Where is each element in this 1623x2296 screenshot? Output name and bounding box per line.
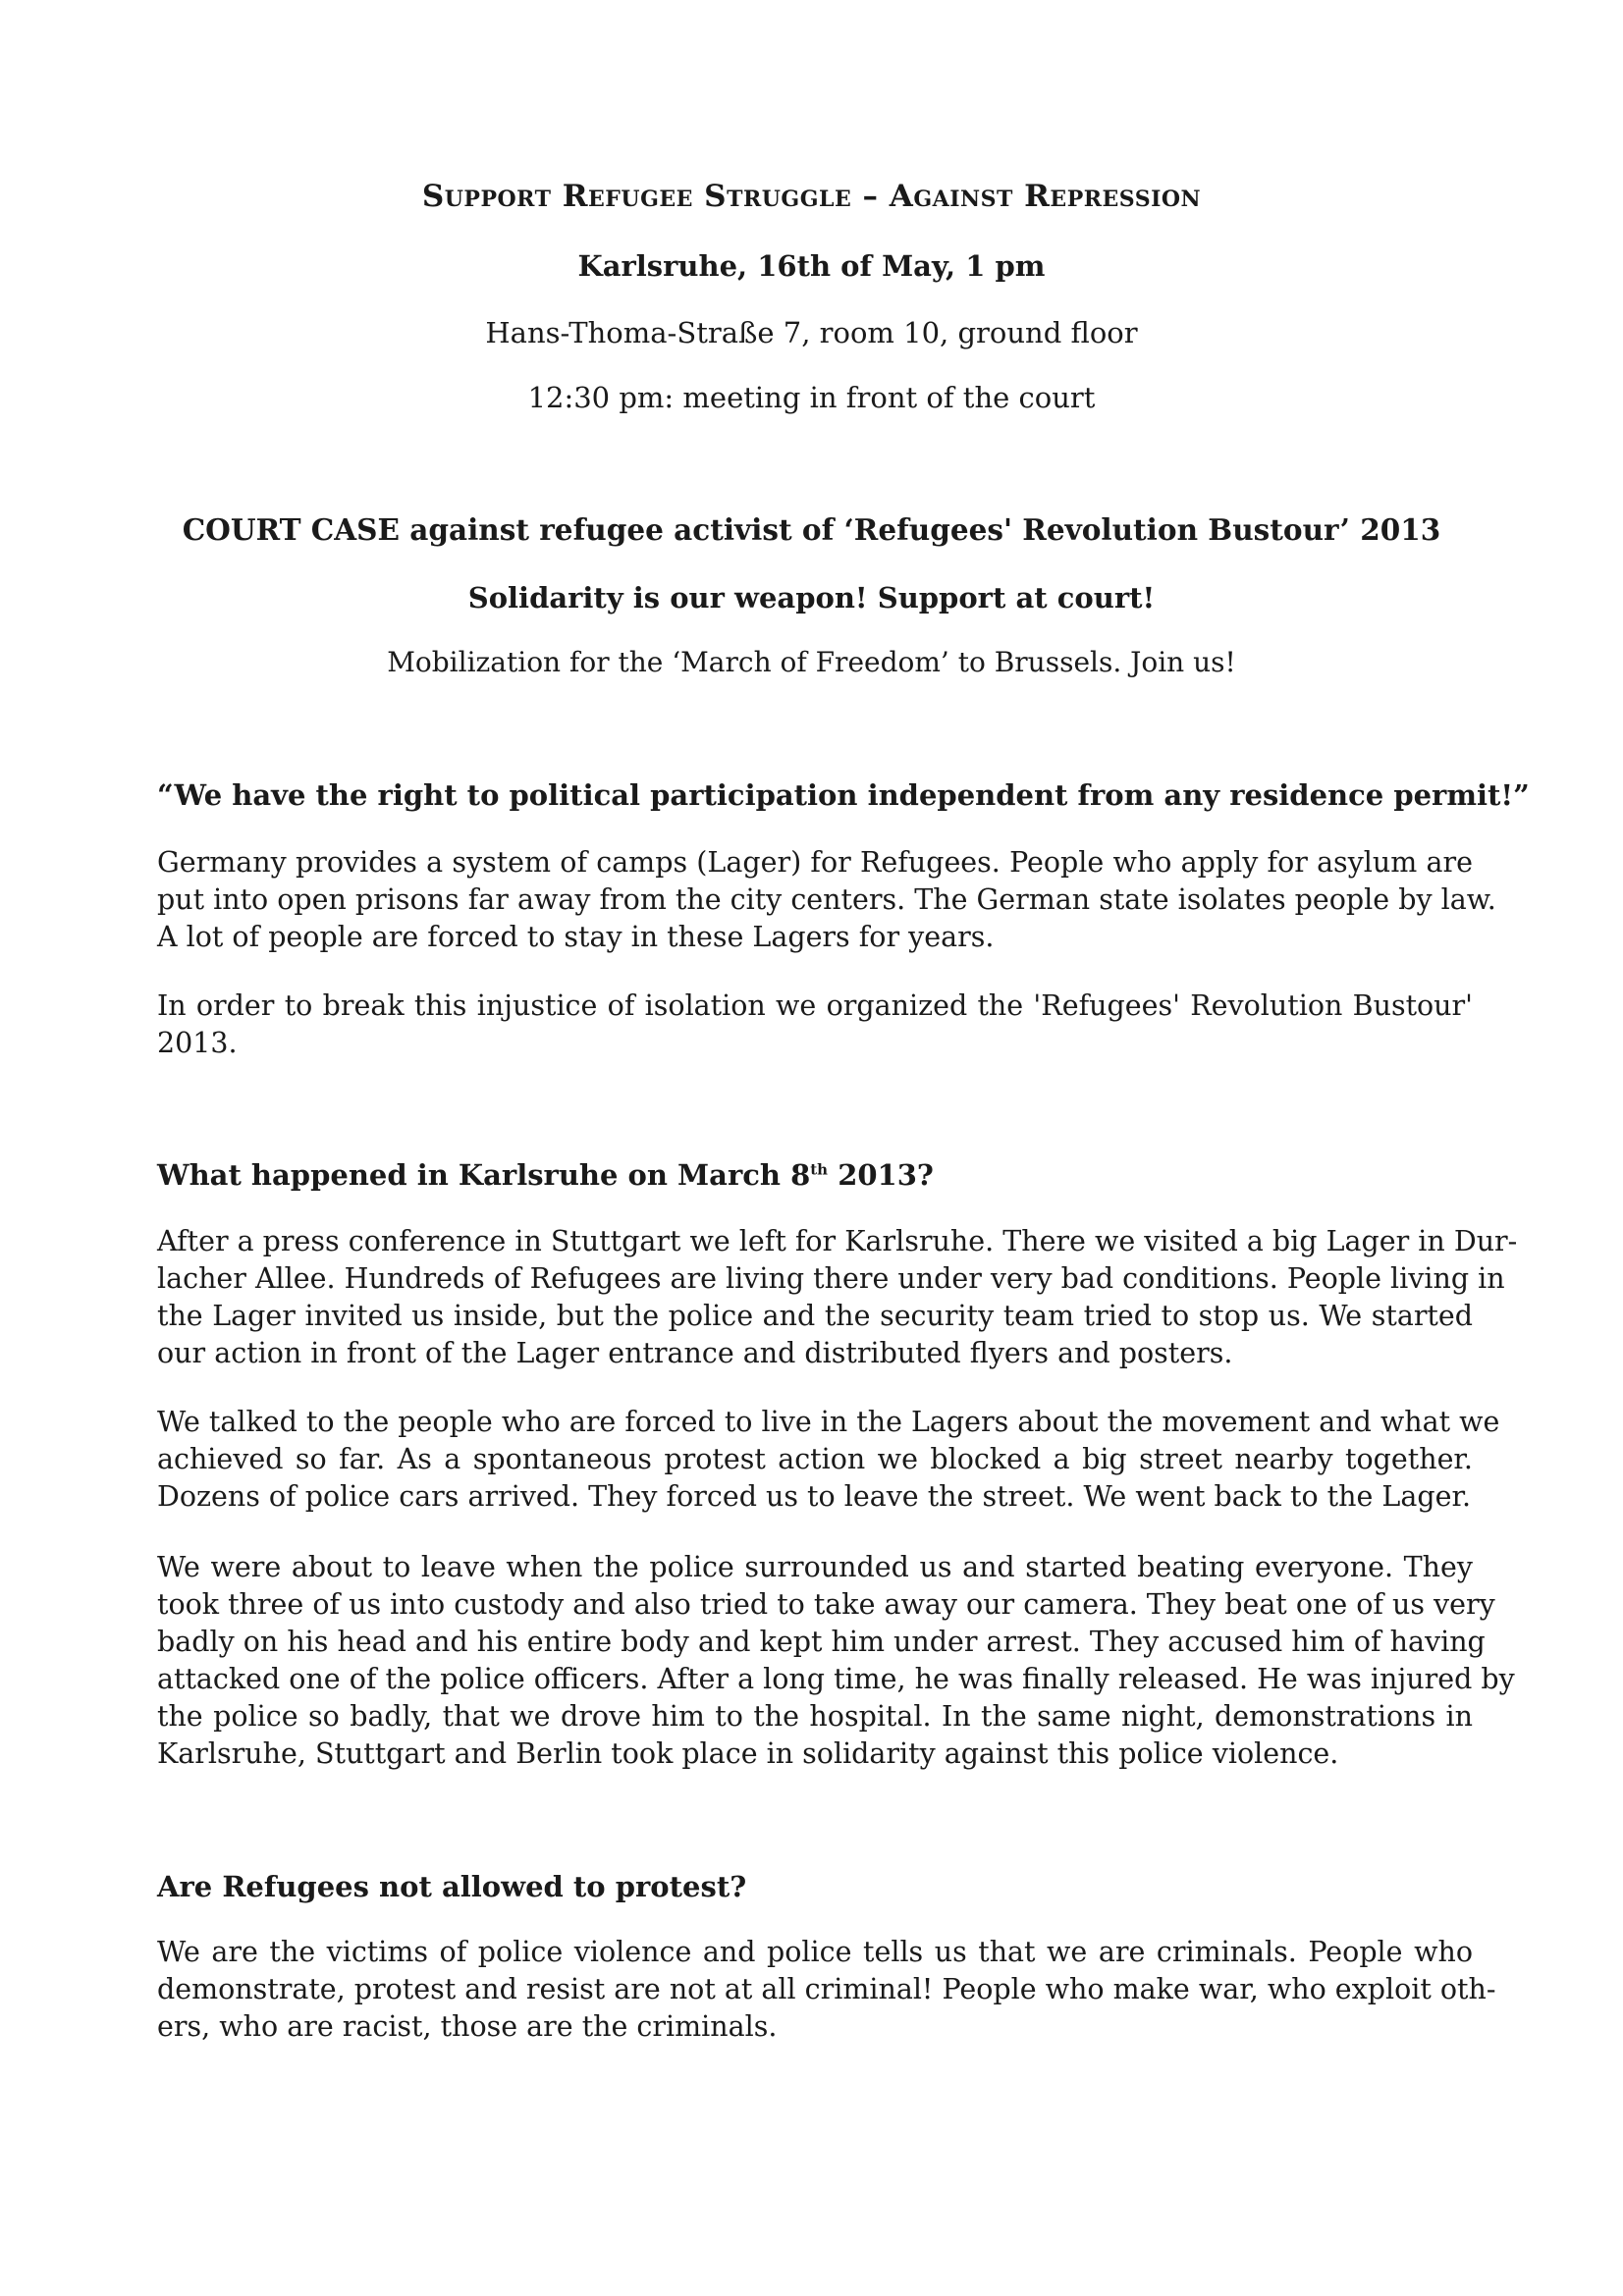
- paragraph-camps: [157, 844, 1496, 956]
- text-line: In order to break this injustice of isolation we organized the 'Refugees' Revolution Bustour': [157, 989, 1473, 1022]
- heading-text: What happened in Karlsruhe on March 8: [157, 1158, 811, 1192]
- court-case-headline: COURT CASE against refugee activist of ‘Refugees' Revolution Bustour’ 2013: [182, 512, 1441, 547]
- section-heading-karlsruhe: [157, 1158, 934, 1192]
- mobilization-note: Mobilization for the ‘March of Freedom’ to Brussels. Join us!: [387, 646, 1236, 678]
- event-date: Karlsruhe, 16th of May, 1 pm: [577, 249, 1046, 283]
- paragraph-bustour: [157, 988, 1473, 1062]
- paragraph-press-conference: [157, 1223, 1518, 1372]
- meeting-time: 12:30 pm: meeting in front of the court: [527, 381, 1096, 414]
- text-line: After a press conference in Stuttgart we left for Karlsruhe. There we visited a big Lager in Dur-: [157, 1225, 1518, 1257]
- heading-text: 2013?: [828, 1158, 934, 1192]
- text-line: Karlsruhe, Stuttgart and Berlin took place in solidarity against this police violence.: [157, 1737, 1339, 1770]
- text-line: A lot of people are forced to stay in these Lagers for years.: [157, 921, 995, 953]
- section-heading-political-participation: “We have the right to political participation independent from any residence permit!”: [157, 778, 1530, 812]
- text-line: 2013.: [157, 1027, 238, 1059]
- section-heading-protest: Are Refugees not allowed to protest?: [157, 1870, 747, 1903]
- text-line: Germany provides a system of camps (Lager) for Refugees. People who apply for asylum are: [157, 846, 1473, 879]
- text-line: We were about to leave when the police surrounded us and started beating everyone. They: [157, 1551, 1473, 1583]
- text-line: took three of us into custody and also tried to take away our camera. They beat one of us very: [157, 1588, 1495, 1621]
- text-line: lacher Allee. Hundreds of Refugees are living there under very bad conditions. People living in: [157, 1262, 1505, 1295]
- text-line: the Lager invited us inside, but the police and the security team tried to stop us. We started: [157, 1300, 1473, 1332]
- solidarity-slogan: Solidarity is our weapon! Support at court!: [467, 581, 1156, 614]
- event-address: Hans-Thoma-Straße 7, room 10, ground floor: [485, 316, 1138, 349]
- text-line: attacked one of the police officers. After a long time, he was finally released. He was injured by: [157, 1663, 1515, 1695]
- text-line: put into open prisons far away from the city centers. The German state isolates people by law.: [157, 883, 1496, 916]
- text-line: We talked to the people who are forced to live in the Lagers about the movement and what we: [157, 1406, 1500, 1438]
- document-title: Support Refugee Struggle – Against Repression: [421, 179, 1202, 214]
- text-line: demonstrate, protest and resist are not at all criminal! People who make war, who exploit oth-: [157, 1973, 1496, 2005]
- text-line: achieved so far. As a spontaneous protest action we blocked a big street nearby together.: [157, 1443, 1473, 1475]
- heading-superscript: th: [810, 1160, 829, 1179]
- text-line: Dozens of police cars arrived. They forced us to leave the street. We went back to the Lager.: [157, 1480, 1471, 1513]
- paragraph-police-violence: [157, 1549, 1515, 1773]
- paragraph-victims: [157, 1934, 1496, 2046]
- text-line: We are the victims of police violence and police tells us that we are criminals. People who: [157, 1936, 1473, 1968]
- text-line: the police so badly, that we drove him to the hospital. In the same night, demonstrations in: [157, 1700, 1473, 1733]
- text-line: badly on his head and his entire body and kept him under arrest. They accused him of having: [157, 1626, 1486, 1658]
- paragraph-protest-action: [157, 1404, 1500, 1516]
- text-line: our action in front of the Lager entrance and distributed flyers and posters.: [157, 1337, 1233, 1369]
- text-line: ers, who are racist, those are the criminals.: [157, 2010, 778, 2043]
